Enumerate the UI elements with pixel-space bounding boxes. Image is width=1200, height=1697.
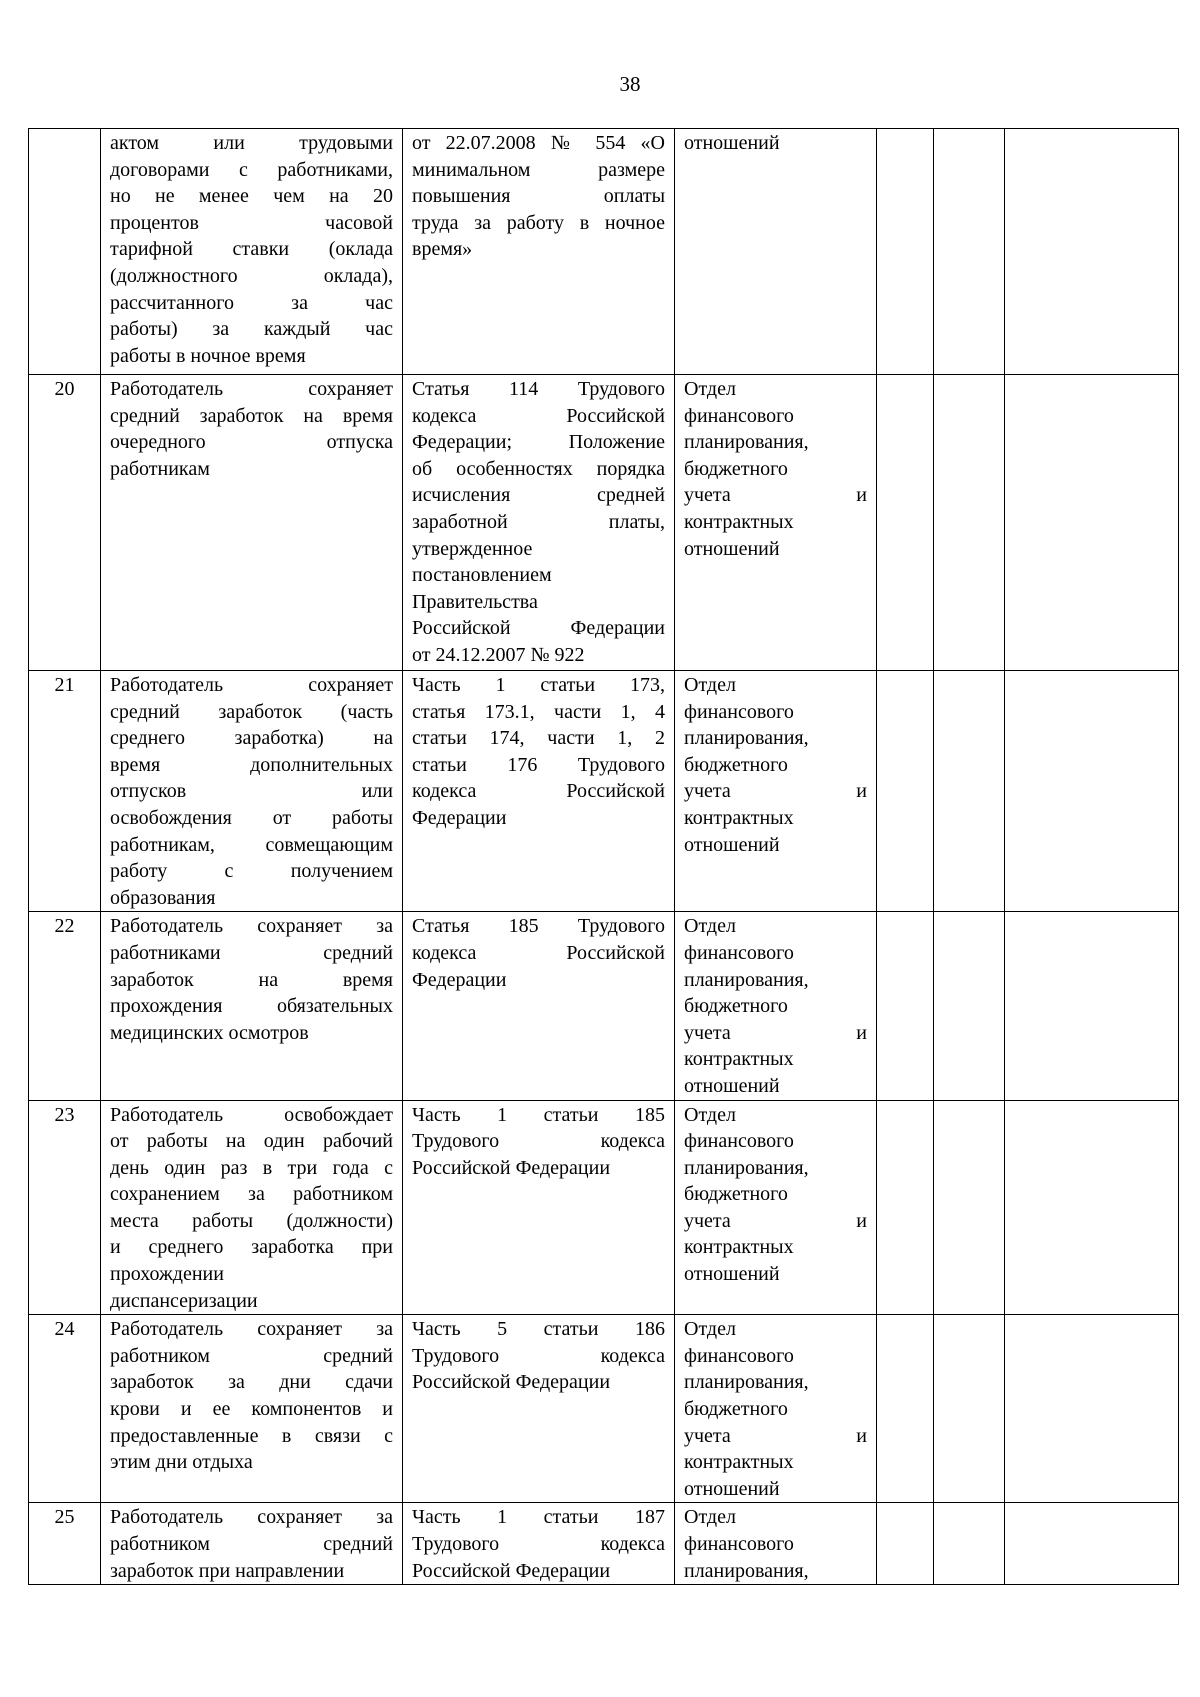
description-line: рассчитанного за час	[110, 291, 393, 314]
description-line: день один раз в три года с	[110, 1156, 393, 1179]
responsible-cell	[675, 671, 877, 912]
legal-basis-cell	[403, 129, 675, 375]
legal-basis-line: об особенностях порядка	[412, 457, 665, 480]
legal-basis-line: Российской Федерации	[412, 1156, 611, 1179]
responsible-line: планирования,	[684, 431, 809, 454]
responsible-line: контрактных	[684, 1451, 794, 1474]
empty-cell-2	[934, 912, 1005, 1100]
responsible-line: бюджетного	[684, 1398, 788, 1421]
empty-cell-2	[934, 1503, 1005, 1585]
legal-basis-line: Правительства	[412, 590, 538, 613]
description-cell	[101, 129, 403, 375]
legal-basis-cell	[403, 1503, 675, 1585]
description-line: договорами с работниками,	[110, 158, 393, 181]
row-number-cell: 22	[29, 912, 101, 1100]
description-line: тарифной ставки (оклада	[110, 238, 393, 261]
description-line: сохранением за работником	[110, 1183, 393, 1206]
empty-cell-1	[877, 1503, 934, 1585]
table-row	[29, 1503, 1179, 1585]
empty-cell-3	[1005, 912, 1179, 1100]
description-cell	[101, 1503, 403, 1585]
responsible-line: планирования,	[684, 1371, 809, 1394]
legal-basis-line: Часть 5 статьи 186	[412, 1318, 665, 1341]
description-line: (должностного оклада),	[110, 264, 393, 287]
description-line: работу с получением	[110, 860, 393, 883]
legal-basis-line: исчисления средней	[412, 484, 665, 507]
description-line: работником средний	[110, 1344, 393, 1367]
legal-basis-line: Трудового кодекса	[412, 1130, 665, 1153]
responsible-line: финансового	[684, 941, 794, 964]
legal-basis-line: повышения оплаты	[412, 185, 665, 208]
legal-basis-line: постановлением	[412, 564, 552, 587]
responsible-line: отношений	[684, 1074, 780, 1097]
legal-basis-line: кодекса Российской	[412, 404, 665, 427]
responsible-cell	[675, 912, 877, 1100]
empty-cell-1	[877, 129, 934, 375]
description-line: образования	[110, 886, 216, 909]
responsible-line: бюджетного	[684, 457, 788, 480]
legal-basis-line: Статья 114 Трудового	[412, 378, 665, 400]
responsible-line: учета и	[684, 1209, 867, 1232]
legal-basis-line: статьи 176 Трудового	[412, 753, 665, 776]
empty-cell-1	[877, 1315, 934, 1503]
legal-basis-line: от 22.07.2008 № 554 «О	[412, 132, 665, 154]
description-line: актом или трудовыми	[110, 132, 393, 154]
description-line: Работодатель сохраняет	[110, 378, 393, 400]
description-line: места работы (должности)	[110, 1209, 393, 1232]
description-line: работы в ночное время	[110, 344, 306, 367]
description-line: заработок на время	[110, 968, 393, 991]
description-line: прохождения обязательных	[110, 995, 393, 1018]
responsible-line: планирования,	[684, 1156, 809, 1179]
empty-cell-3	[1005, 1503, 1179, 1585]
responsible-line: учета и	[684, 780, 867, 803]
responsible-line: бюджетного	[684, 753, 788, 776]
row-number-cell: 24	[29, 1315, 101, 1503]
responsible-line: финансового	[684, 1130, 794, 1153]
legal-basis-line: труда за работу в ночное	[412, 211, 665, 234]
description-line: предоставленные в связи с	[110, 1424, 393, 1447]
responsible-line: финансового	[684, 700, 794, 723]
responsible-line: отношений	[684, 833, 780, 856]
legal-basis-line: Российской Федерации	[412, 617, 665, 640]
description-line: заработок при направлении	[110, 1559, 345, 1582]
responsible-line: отношений	[684, 1263, 780, 1286]
empty-cell-2	[934, 1100, 1005, 1315]
table-row	[29, 1315, 1179, 1503]
legal-basis-line: статьи 174, части 1, 2	[412, 727, 665, 750]
responsible-cell	[675, 1100, 877, 1315]
description-cell	[101, 1315, 403, 1503]
description-line: но не менее чем на 20	[110, 185, 393, 208]
description-cell	[101, 912, 403, 1100]
legal-basis-line: кодекса Российской	[412, 780, 665, 803]
row-number-cell: 25	[29, 1503, 101, 1585]
empty-cell-3	[1005, 129, 1179, 375]
responsible-line: отношений	[684, 537, 780, 560]
responsible-cell	[675, 129, 877, 375]
empty-cell-1	[877, 671, 934, 912]
empty-cell-3	[1005, 1315, 1179, 1503]
legal-basis-line: Трудового кодекса	[412, 1533, 665, 1555]
table-row	[29, 671, 1179, 912]
empty-cell-3	[1005, 1100, 1179, 1315]
responsible-line: Отдел	[684, 1318, 736, 1341]
description-line: работником средний	[110, 1533, 393, 1555]
responsible-line: бюджетного	[684, 1183, 788, 1206]
row-number-cell	[29, 129, 101, 375]
responsible-line: учета и	[684, 484, 867, 507]
legal-basis-cell	[403, 1315, 675, 1503]
legal-basis-line: от 24.12.2007 № 922	[412, 643, 585, 666]
obligations-table	[28, 128, 1179, 1585]
description-cell	[101, 1100, 403, 1315]
description-line: и среднего заработка при	[110, 1236, 393, 1259]
table-row	[29, 1100, 1179, 1315]
description-line: работникам, совмещающим	[110, 833, 393, 856]
row-number-cell: 20	[29, 375, 101, 671]
responsible-line: учета и	[684, 1424, 867, 1447]
empty-cell-2	[934, 1315, 1005, 1503]
description-line: очередного отпуска	[110, 431, 393, 454]
responsible-cell	[675, 1315, 877, 1503]
empty-cell-1	[877, 1100, 934, 1315]
responsible-line: Отдел	[684, 378, 736, 400]
description-line: Работодатель сохраняет за	[110, 1318, 393, 1341]
description-line: заработок за дни сдачи	[110, 1371, 393, 1394]
empty-cell-2	[934, 671, 1005, 912]
row-number-cell: 23	[29, 1100, 101, 1315]
description-line: от работы на один рабочий	[110, 1130, 393, 1153]
legal-basis-line: Федерации	[412, 968, 507, 991]
description-line: среднего заработка) на	[110, 727, 393, 750]
responsible-line: отношений	[684, 132, 780, 154]
legal-basis-cell	[403, 912, 675, 1100]
legal-basis-line: Часть 1 статьи 173,	[412, 674, 665, 696]
responsible-line: контрактных	[684, 1236, 794, 1259]
responsible-line: Отдел	[684, 915, 736, 938]
empty-cell-1	[877, 375, 934, 671]
description-line: работы) за каждый час	[110, 318, 393, 341]
responsible-line: Отдел	[684, 1103, 736, 1126]
responsible-line: Отдел	[684, 1506, 736, 1529]
responsible-line: контрактных	[684, 806, 794, 829]
page-number: 38	[619, 72, 641, 96]
legal-basis-line: Часть 1 статьи 185	[412, 1103, 665, 1126]
legal-basis-line: минимальном размере	[412, 158, 665, 181]
description-line: Работодатель сохраняет	[110, 674, 393, 696]
row-number-cell: 21	[29, 671, 101, 912]
responsible-line: бюджетного	[684, 995, 788, 1018]
empty-cell-2	[934, 129, 1005, 375]
responsible-cell	[675, 1503, 877, 1585]
responsible-line: финансового	[684, 1344, 794, 1367]
description-line: отпусков или	[110, 780, 393, 803]
description-line: работникам	[110, 457, 210, 480]
description-line: Работодатель сохраняет за	[110, 915, 393, 938]
responsible-line: Отдел	[684, 674, 736, 696]
legal-basis-line: Трудового кодекса	[412, 1344, 665, 1367]
responsible-line: финансового	[684, 1533, 794, 1555]
legal-basis-line: заработной платы,	[412, 510, 665, 533]
description-line: Работодатель сохраняет за	[110, 1506, 393, 1529]
description-line: Работодатель освобождает	[110, 1103, 393, 1126]
empty-cell-2	[934, 375, 1005, 671]
description-line: время дополнительных	[110, 753, 393, 776]
description-line: работниками средний	[110, 941, 393, 964]
description-line: средний заработок (часть	[110, 700, 393, 723]
legal-basis-line: Российской Федерации	[412, 1371, 611, 1394]
legal-basis-line: Часть 1 статьи 187	[412, 1506, 665, 1529]
responsible-line: планирования,	[684, 968, 809, 991]
legal-basis-cell	[403, 671, 675, 912]
description-line: процентов часовой	[110, 211, 393, 234]
description-line: освобождения от работы	[110, 806, 393, 829]
legal-basis-cell	[403, 1100, 675, 1315]
responsible-line: планирования,	[684, 1559, 809, 1582]
description-line: медицинских осмотров	[110, 1021, 309, 1044]
table-row	[29, 129, 1179, 375]
responsible-line: отношений	[684, 1477, 780, 1500]
legal-basis-line: утвержденное	[412, 537, 533, 560]
responsible-line: финансового	[684, 404, 794, 427]
description-line: этим дни отдыха	[110, 1451, 253, 1474]
responsible-line: учета и	[684, 1021, 867, 1044]
description-cell	[101, 375, 403, 671]
responsible-line: контрактных	[684, 1048, 794, 1071]
legal-basis-line: Статья 185 Трудового	[412, 915, 665, 938]
legal-basis-line: Федерации	[412, 806, 507, 829]
legal-basis-cell	[403, 375, 675, 671]
empty-cell-3	[1005, 375, 1179, 671]
responsible-cell	[675, 375, 877, 671]
responsible-line: планирования,	[684, 727, 809, 750]
description-line: средний заработок на время	[110, 404, 393, 427]
description-line: крови и ее компонентов и	[110, 1398, 393, 1421]
legal-basis-line: статья 173.1, части 1, 4	[412, 700, 665, 723]
table-row	[29, 375, 1179, 671]
empty-cell-1	[877, 912, 934, 1100]
legal-basis-line: Федерации; Положение	[412, 431, 665, 454]
table-row	[29, 912, 1179, 1100]
description-cell	[101, 671, 403, 912]
legal-basis-line: время»	[412, 238, 473, 261]
empty-cell-3	[1005, 671, 1179, 912]
description-line: прохождении	[110, 1263, 224, 1286]
responsible-line: контрактных	[684, 510, 794, 533]
legal-basis-line: Российской Федерации	[412, 1559, 611, 1582]
legal-basis-line: кодекса Российской	[412, 941, 665, 964]
description-line: диспансеризации	[110, 1289, 258, 1312]
